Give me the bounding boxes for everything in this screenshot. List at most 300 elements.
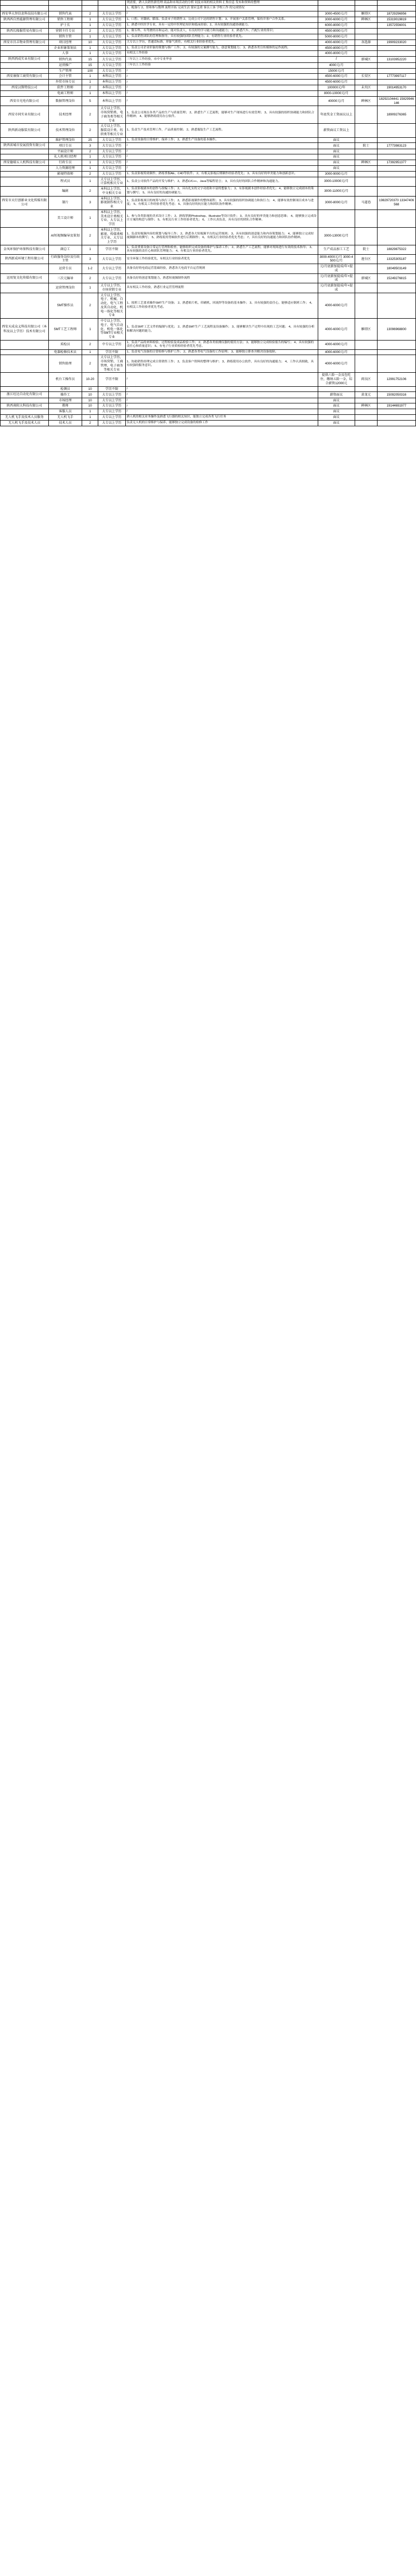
cell-education: 大专以上学历 — [98, 57, 125, 63]
cell-description: 1、负责公司现在各类产品的生产与质量管理； 2、熟悉生产工艺流程，能够对生产现场进行有效管理； 3、具有较强的组织协调能力和团队合作精神； 4、能够熟练使用办公软件。 — [125, 106, 318, 124]
cell-education: 大专以上学历 — [98, 421, 125, 426]
cell-location — [355, 80, 377, 85]
cell-telephone — [377, 177, 415, 187]
cell-location — [355, 1, 377, 6]
cell-post: 电商工程师 — [48, 91, 82, 97]
job-listing-table — [0, 0, 416, 426]
table-row — [1, 421, 416, 426]
cell-salary: 4000元/月 — [318, 62, 355, 68]
cell-description: / — [125, 166, 318, 172]
cell-location: 碑林区 — [355, 17, 377, 22]
cell-salary: 3000-11000元/月 — [318, 187, 355, 197]
cell-company — [1, 227, 49, 245]
cell-education: 中专以上学历、电子、电气自动化、机电一体化等SMT行业相关专业 — [98, 319, 125, 341]
cell-telephone: 13103952220 — [377, 57, 415, 63]
cell-number: 3 — [82, 196, 98, 210]
cell-telephone — [377, 210, 415, 227]
cell-number — [82, 1, 98, 6]
cell-location — [355, 6, 377, 11]
cell-company: 陕西长隆服贸易有限公司 — [1, 28, 49, 34]
table-row — [1, 6, 416, 11]
cell-post: 销售工程师 — [48, 17, 82, 22]
cell-description: / — [125, 409, 318, 415]
cell-location — [355, 349, 377, 355]
cell-salary: 薪资面议工资以上 — [318, 124, 355, 137]
cell-number: 1 — [82, 51, 98, 57]
table-row — [1, 398, 416, 403]
table-row — [1, 45, 416, 51]
cell-post: 平面设计师 — [48, 149, 82, 154]
table-row — [1, 254, 416, 264]
cell-number: 2 — [82, 11, 98, 17]
cell-post: 企业形象策划员 — [48, 45, 82, 51]
cell-location — [355, 409, 377, 415]
cell-location — [355, 340, 377, 349]
cell-description: 负责无人机的日常维护与保养、能够独立完成设备的检修工作 — [125, 421, 318, 426]
cell-company: 西安市同实业有限公司 — [1, 106, 49, 124]
cell-location: 未央区 — [355, 85, 377, 91]
cell-education: 学历不限 — [98, 373, 125, 386]
cell-description: 1、限专科，有驾驶经历和运动，能对负责人，有良好的学习能力和沟通能力； 2、熟悉汽车、汽配行业的常识； — [125, 28, 318, 34]
cell-location: 马道巷 — [355, 196, 377, 210]
cell-salary: 面议 — [318, 154, 355, 160]
cell-post: 质检员 — [48, 340, 82, 349]
cell-salary: 3000-13000元/月 — [318, 227, 355, 245]
cell-education: 学历不限 — [98, 386, 125, 392]
cell-education: 大专以上学历 — [98, 166, 125, 172]
table-row — [1, 17, 416, 22]
cell-post: 生产管理 — [48, 68, 82, 74]
table-row — [1, 196, 416, 210]
table-row — [1, 392, 416, 398]
cell-company — [1, 68, 49, 74]
table-row — [1, 340, 416, 349]
cell-education: 本科以上学历、美术设计类相关专业、大专以上学历 — [98, 210, 125, 227]
cell-description: / — [125, 403, 318, 409]
cell-description: / — [125, 386, 318, 392]
cell-number: 1 — [82, 80, 98, 85]
cell-description: 1、负责影视项目的统筹与执行工作； 2、熟悉影视制作的整体流程； 3、具有较强的组织协调能力和执行力； 4、能够有效控制项目成本与进度； 5、有相关工作经验者优先考虑； 6、具备良好的抗压能力和团队协作精神。 — [125, 196, 318, 210]
table-row — [1, 415, 416, 421]
cell-location: 雁塔区 — [355, 11, 377, 17]
cell-education: 大专以上学历 — [98, 264, 125, 274]
cell-salary: 3000-8000元/月 — [318, 196, 355, 210]
cell-education: 大专以上学历 — [98, 171, 125, 177]
cell-number: 25 — [82, 137, 98, 143]
cell-number: 1 — [82, 319, 98, 341]
table-row — [1, 355, 416, 373]
cell-salary — [318, 210, 355, 227]
cell-location: 莲台区 — [355, 254, 377, 264]
table-row — [1, 85, 416, 91]
table-row — [1, 171, 416, 177]
cell-description: / — [125, 11, 318, 17]
cell-salary: 15000元/月 — [318, 68, 355, 74]
cell-number: 2 — [82, 355, 98, 373]
cell-education: 大专以上学历、市场营销、工商管理、电子商务等相关专业 — [98, 355, 125, 373]
cell-telephone — [377, 45, 415, 51]
cell-education: 大专以上学历 — [98, 34, 125, 40]
cell-post: 项目经理 — [48, 40, 82, 45]
cell-description: 三年以上工作经验，市中专业毕业 — [125, 57, 318, 63]
cell-location: 长安区 — [355, 74, 377, 80]
cell-telephone: 12991752106 — [377, 373, 415, 386]
cell-salary: 4500-8000元/月 — [318, 28, 355, 34]
cell-education: 大专以上学历 — [98, 28, 125, 34]
cell-education: 本科以上学历、影视制作相关专业 — [98, 196, 125, 210]
table-row — [1, 166, 416, 172]
cell-number — [82, 6, 98, 11]
cell-description: 1、负责SMT工艺文件的编制与优化； 2、熟悉SMT生产工艺流程及设备操作； 3、能够解决生产过程中出现的工艺问题； 4、具有较强的分析和解决问题的能力。 — [125, 319, 318, 341]
cell-location — [355, 227, 377, 245]
cell-location — [355, 415, 377, 421]
cell-location — [355, 398, 377, 403]
cell-telephone — [377, 349, 415, 355]
cell-post: 软件工程师 — [48, 85, 82, 91]
cell-telephone — [377, 62, 415, 68]
cell-education: 中专以上学历 — [98, 340, 125, 349]
cell-number: 2 — [82, 85, 98, 91]
cell-salary: 元/月底薪加提成/年+提成 — [318, 273, 355, 283]
cell-number: 1-2 — [82, 264, 98, 274]
cell-post: 维护管理岗位 — [48, 137, 82, 143]
table-row — [1, 22, 416, 28]
cell-description: 1、协助销售经理完成日常销售工作； 2、负责客户资料的整理与维护； 3、熟练使用办公软件，具有良好的沟通能力； 4、工作认真细致，具有较强的服务意识。 — [125, 355, 318, 373]
cell-description: / — [125, 373, 318, 386]
cell-number: 1 — [82, 283, 98, 293]
cell-post: SMT操作员 — [48, 293, 82, 319]
cell-post: 无人机飞手 — [48, 415, 82, 421]
cell-salary: 4500-8000元/月 — [318, 45, 355, 51]
cell-location — [355, 166, 377, 172]
cell-company — [1, 340, 49, 349]
cell-education: 大专以上学历 — [98, 254, 125, 264]
cell-education: 大专以上学历 — [98, 143, 125, 149]
cell-salary: 面议 — [318, 421, 355, 426]
cell-description: 1、负责影视特效制作，熟练掌握AE、C4D等软件； 2、有相关影视后期制作经验者优先； 3、具有良好的审美能力和创新意识。 — [125, 171, 318, 177]
cell-description: 1、负责生产技术管理工作，产品质量控制； 2、熟悉服装生产工艺流程。 — [125, 124, 318, 137]
cell-description: 1、负责电气设备的日常检修与维护工作； 2、熟悉各类电气设备的工作原理； 3、能够独立排查并解决设备故障。 — [125, 349, 318, 355]
cell-salary: 4000-6000元/月 — [318, 319, 355, 341]
cell-number: 1 — [82, 245, 98, 254]
cell-company — [1, 22, 49, 28]
cell-post: 运营管理岗位 — [48, 283, 82, 293]
cell-telephone — [377, 124, 415, 137]
cell-location — [355, 264, 377, 274]
cell-number: 2 — [82, 28, 98, 34]
cell-company — [1, 80, 49, 85]
cell-number: 1 — [82, 91, 98, 97]
cell-salary: 元/月底薪加提成/年+提成 — [318, 264, 355, 274]
cell-post — [48, 6, 82, 11]
table-row — [1, 245, 416, 254]
table-row — [1, 319, 416, 341]
cell-telephone — [377, 227, 415, 245]
cell-description: 熟人机的相关业务操作及熟悉飞行器的相关知识、能独立完成各类飞行任务 — [125, 415, 318, 421]
cell-post — [48, 1, 82, 6]
cell-location — [355, 149, 377, 154]
cell-location — [355, 22, 377, 28]
cell-telephone — [377, 91, 415, 97]
cell-number: 2 — [82, 124, 98, 137]
cell-salary: 面议 — [318, 149, 355, 154]
cell-company: 西安德瑞五人机科技有限公司 — [1, 160, 49, 166]
cell-education: 大专以上学历 — [98, 392, 125, 398]
cell-number: 2 — [82, 187, 98, 197]
cell-salary: 生产成品加工工艺 — [318, 245, 355, 254]
cell-description: / — [125, 68, 318, 74]
cell-location — [355, 106, 377, 124]
cell-number: 2 — [82, 149, 98, 154]
cell-company: 西安汉斯特技公司 — [1, 85, 49, 91]
cell-telephone: 15249276815 — [377, 273, 415, 283]
cell-number: 1 — [82, 17, 98, 22]
cell-number: 1 — [82, 160, 98, 166]
job-listing-sheet — [0, 0, 416, 426]
cell-telephone — [377, 80, 415, 85]
cell-education: 大专以上学历 — [98, 11, 125, 17]
cell-description: 列需要，熟人员销售薪管理 商品和市场活动的分析 同及市场的相关资料 汇集信息 发布和资料的整理 — [125, 1, 318, 6]
cell-number: 1 — [82, 177, 98, 187]
cell-education: 大专以上学历 — [98, 403, 125, 409]
cell-description: 1、负责影视剧本的创作与改编工作； 2、具有扎实的文字功底和丰富的想象力； 3、有影视剧本创作经验者优先； 4、能够独立完成剧本的策划与撰写； 5、具有良好的沟通协调能力。 — [125, 187, 318, 197]
cell-number: 10-20 — [82, 373, 98, 386]
cell-salary: 4000-6000元/月 — [318, 340, 355, 349]
cell-salary: 40000元/月 — [318, 96, 355, 106]
cell-salary: 8000-10000元/月 — [318, 91, 355, 97]
cell-company — [1, 283, 49, 293]
cell-education: 本科以上学历、中文相关专业 — [98, 187, 125, 197]
cell-telephone: 17773997117 — [377, 74, 415, 80]
cell-description: 1、负责重要设备日常运行管理和检查，能够组织完成设备的维护与保养工作； 2、熟悉生产工艺流程，能够对现场进行有效的技术指导； 3、具有较强的责任心和团队管理能力； 4、有相关行业经验者优先。 — [125, 245, 318, 254]
cell-number: 2 — [82, 106, 98, 124]
cell-education: 学历不限 — [98, 245, 125, 254]
cell-telephone — [377, 398, 415, 403]
cell-company — [1, 177, 49, 187]
cell-number: 1 — [82, 34, 98, 40]
cell-company — [1, 154, 49, 160]
table-row — [1, 96, 416, 106]
cell-company — [1, 187, 49, 197]
cell-telephone: 18829875322 — [377, 245, 415, 254]
cell-telephone: 18729296956 — [377, 11, 415, 17]
cell-description: 1、按照工艺要求操作SMT生产设备； 2、熟悉贴片机、印刷机、回流焊等设备的基本操作； 3、具有较强的责任心，能够适应倒班工作； 4、有相关工作经验者优先考虑。 — [125, 293, 318, 319]
cell-telephone: 13572556001 — [377, 22, 415, 28]
cell-telephone: 19144691977 — [377, 403, 415, 409]
table-body — [1, 1, 416, 426]
cell-description: / — [125, 398, 318, 403]
cell-number: 10 — [82, 386, 98, 392]
cell-post: 礼人机项目经理 — [48, 154, 82, 160]
cell-location: 碑林区 — [355, 403, 377, 409]
cell-telephone — [377, 1, 415, 6]
cell-post: 技术人员 — [48, 421, 82, 426]
cell-salary — [318, 386, 355, 392]
cell-location — [355, 421, 377, 426]
cell-salary: 元/月底薪加提成/年+提成 — [318, 283, 355, 293]
cell-salary: 薪资面议 — [318, 392, 355, 398]
cell-description: 1、负责设备的日常维护、保养工作； 2、熟悉生产设备的基本操作。 — [125, 137, 318, 143]
cell-location — [355, 28, 377, 34]
cell-location — [355, 34, 377, 40]
table-row — [1, 91, 416, 97]
cell-location — [355, 210, 377, 227]
cell-telephone: 17773983123 — [377, 143, 415, 149]
cell-education: 大专以上学历 — [98, 17, 125, 22]
cell-location — [355, 386, 377, 392]
cell-description: 1、负责销售团队的管理和指导，具有较强的团队管理能力；2、有销售行业经验者优先。 — [125, 34, 318, 40]
cell-telephone: 19014953170 — [377, 85, 415, 91]
cell-location: 各选择 — [355, 40, 377, 45]
cell-location — [355, 68, 377, 74]
cell-post: 副总工 — [48, 245, 82, 254]
cell-company — [1, 171, 49, 177]
table-row — [1, 149, 416, 154]
cell-post: 影视特效师 — [48, 171, 82, 177]
cell-description: 具有相关工作经验，熟悉行业运营管理流程 — [125, 283, 318, 293]
table-row — [1, 177, 416, 187]
cell-number: 15 — [82, 62, 98, 68]
cell-education: 大专以上学历 — [98, 398, 125, 403]
table-row — [1, 1, 416, 6]
cell-company: 西安康保工商贸有限公司 — [1, 74, 49, 80]
cell-company: 西安华大智信息科技技有限公司 — [1, 11, 49, 17]
cell-telephone — [377, 187, 415, 197]
cell-salary: 4000-6000元/月 — [318, 349, 355, 355]
cell-salary — [318, 6, 355, 11]
table-row — [1, 210, 416, 227]
cell-education: 大专以上学历、市场营销类、电子商务类等相关专业 — [98, 106, 125, 124]
cell-salary: 面议 — [318, 166, 355, 172]
cell-location: 阎良区 — [355, 373, 377, 386]
cell-salary: 面议 — [318, 160, 355, 166]
cell-description: 有相关工作经验 — [125, 51, 318, 57]
cell-education: 大专以上学历 — [98, 149, 125, 154]
cell-telephone — [377, 34, 415, 40]
cell-company: 无人机飞手及技术人员服务 — [1, 415, 49, 421]
cell-education: 大专以上学历 — [98, 22, 125, 28]
cell-number: 5 — [82, 96, 98, 106]
cell-salary: 3000-4000元/月 3000-4500元/月 — [318, 254, 355, 264]
table-row — [1, 68, 416, 74]
cell-education: 大专以上学历、电子、机械、自动化、电气工程及其自动化、机电一体化等相关专业 — [98, 293, 125, 319]
cell-post: 外贸市场专员 — [48, 80, 82, 85]
cell-company: 陕西西成实业有限公司 — [1, 57, 49, 63]
cell-salary: 年底奖金工资面议以上 — [318, 106, 355, 124]
cell-telephone — [377, 340, 415, 349]
cell-salary: 6000-8000元/月 — [318, 22, 355, 28]
cell-salary: 3000-10000元/月 — [318, 177, 355, 187]
cell-location: 新城区 — [355, 57, 377, 63]
cell-post: 销售主管 — [48, 34, 82, 40]
cell-company — [1, 373, 49, 386]
cell-telephone — [377, 51, 415, 57]
cell-location — [355, 91, 377, 97]
cell-salary: 面议 — [318, 415, 355, 421]
cell-company — [1, 137, 49, 143]
cell-salary: 面议 — [318, 403, 355, 409]
cell-location — [355, 171, 377, 177]
cell-number: 1 — [82, 154, 98, 160]
table-row — [1, 283, 416, 293]
cell-post: 编剧 — [48, 187, 82, 197]
cell-telephone — [377, 386, 415, 392]
cell-salary: / — [318, 57, 355, 63]
cell-post: 制片 — [48, 196, 82, 210]
cell-location — [355, 154, 377, 160]
cell-number: 3 — [82, 143, 98, 149]
cell-company: 西安天成众义科技有限公司（本科及以上学历）技术有限公司 — [1, 319, 49, 341]
cell-telephone: 13096968800 — [377, 319, 415, 341]
cell-company — [1, 166, 49, 172]
cell-company — [1, 210, 49, 227]
table-row — [1, 386, 416, 392]
table-row — [1, 106, 416, 124]
table-row — [1, 74, 416, 80]
cell-telephone: 19909233020 — [377, 40, 415, 45]
cell-education: 大专以上学历 — [98, 68, 125, 74]
cell-number: 10 — [82, 392, 98, 398]
cell-education: 大专以上学历 — [98, 154, 125, 160]
cell-location: 碑林区 — [355, 160, 377, 166]
cell-education: 学历不限 — [98, 349, 125, 355]
cell-post: 操作工 — [48, 392, 82, 398]
cell-location: 雁塔区 — [355, 319, 377, 341]
cell-post: 人力资源经理 — [48, 166, 82, 172]
table-row — [1, 264, 416, 274]
cell-description: 1、负责公司企业形象的策划与推广工作； 2、有较强的文案撰写能力、创意策划能力； 3、熟悉各类宣传媒体的运作流程。 — [125, 45, 318, 51]
cell-description: / — [125, 80, 318, 85]
cell-education: 大专以上学历 — [98, 40, 125, 45]
cell-description: / — [125, 85, 318, 91]
cell-location — [355, 124, 377, 137]
cell-salary: 4000-6000元/月 — [318, 293, 355, 319]
cell-description: 1、配备行 2、督和参与数理 流程开拓 完成生活 要应急重 客员工客 学校工作 的完成情况 — [125, 6, 318, 11]
cell-salary: 3000-9000元/月 — [318, 171, 355, 177]
cell-description: / — [125, 154, 318, 160]
cell-number: 1 — [82, 74, 98, 80]
cell-post: AI短视频编导及策划 — [48, 227, 82, 245]
cell-post: 程式员 — [48, 177, 82, 187]
cell-description: / — [125, 74, 318, 80]
cell-education: 大专以上学历 — [98, 62, 125, 68]
cell-salary: 100000元/年 — [318, 85, 355, 91]
cell-education: 大专以上学历、计算机相关专业 — [98, 177, 125, 187]
table-row — [1, 137, 416, 143]
cell-education — [98, 1, 125, 6]
cell-description: / — [125, 96, 318, 106]
table-row — [1, 154, 416, 160]
cell-location — [355, 62, 377, 68]
cell-salary: 面议 — [318, 409, 355, 415]
cell-salary — [318, 1, 355, 6]
cell-post: 客服人员 — [48, 409, 82, 415]
cell-post: 运营推广 — [48, 62, 82, 68]
cell-company: 西安市昌丰物业管理有限公司 — [1, 40, 49, 45]
cell-telephone — [377, 409, 415, 415]
cell-salary: 3000-6000元/月 — [318, 17, 355, 22]
cell-company — [1, 34, 49, 40]
cell-salary: 4500-6000元/月 — [318, 74, 355, 80]
cell-salary: 4500-6000元/月 — [318, 80, 355, 85]
cell-description: 1、参与各类影视的美术设计工作； 2、熟练掌握Photoshop、Illustrator等设计软件； 3、具有良好的审美能力和创意思维； 4、能够独立完成设计方案的构思与制作； 5、有相关行业工作经验者优先； 6、工作认真负责，具有良好的团队合作精神。 — [125, 210, 318, 227]
cell-description: / — [125, 91, 318, 97]
cell-salary: 面议 — [318, 143, 355, 149]
cell-company — [1, 91, 49, 97]
cell-post: 美工设计师 — [48, 210, 82, 227]
cell-salary: 4000-8000元/月 — [318, 51, 355, 57]
cell-telephone — [377, 154, 415, 160]
